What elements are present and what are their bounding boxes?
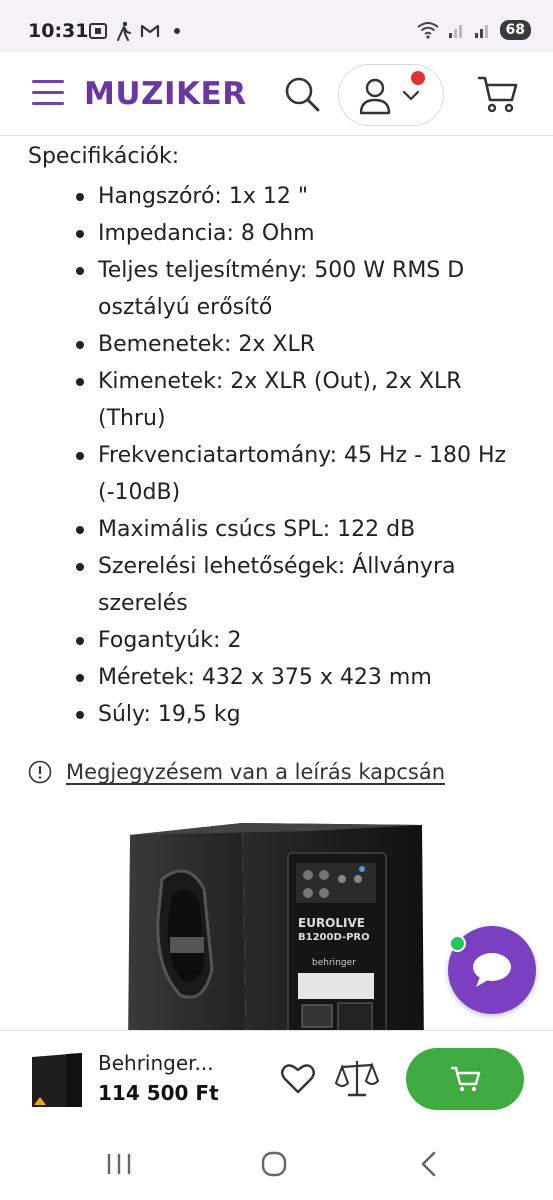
panel-model-text: EUROLIVE [298, 916, 365, 930]
specs-title: Specifikációk: [28, 144, 180, 169]
product-price: 114 500 Ft [98, 1081, 219, 1105]
app-header [0, 52, 553, 136]
back-icon[interactable] [418, 1150, 440, 1178]
system-navigation-bar [0, 1130, 553, 1200]
compare-button[interactable] [334, 1057, 380, 1099]
battery-indicator: 68 [500, 20, 531, 40]
spec-item: Impedancia: 8 Ohm [76, 215, 516, 252]
notification-dot [411, 71, 425, 85]
scales-icon [334, 1057, 380, 1099]
status-icons-right [416, 20, 531, 40]
specs-list [76, 178, 516, 733]
search-icon [282, 74, 322, 114]
product-image[interactable] [126, 819, 426, 1030]
spec-item: Szerelési lehetőségek: Állványra szerelés [76, 548, 516, 622]
spec-item: Kimenetek: 2x XLR (Out), 2x XLR (Thru) [76, 363, 516, 437]
status-time: 10:31 [28, 20, 89, 42]
sticky-product-bar [0, 1030, 553, 1130]
account-button[interactable] [338, 64, 444, 126]
chat-bubble-icon [470, 950, 514, 990]
status-more-dot [174, 28, 180, 34]
panel-brand-text: behringer [312, 958, 356, 968]
home-icon[interactable] [260, 1150, 288, 1178]
info-alert-icon [28, 760, 52, 784]
spec-item: Bemenetek: 2x XLR [76, 326, 516, 363]
description-feedback[interactable] [28, 760, 445, 784]
walking-icon [116, 21, 132, 41]
chat-online-indicator [449, 935, 466, 952]
user-icon [357, 77, 393, 115]
spec-item: Teljes teljesítmény: 500 W RMS D osztályú erősítő [76, 252, 516, 326]
signal-icon [474, 21, 492, 39]
cart-button[interactable] [476, 74, 520, 114]
search-button[interactable] [282, 74, 322, 114]
muziker-logo[interactable]: MUZIKER [84, 76, 247, 112]
panel-model-text: B1200D-PRO [298, 932, 370, 943]
menu-line [32, 80, 64, 83]
heart-icon [280, 1061, 316, 1095]
cart-icon [476, 74, 520, 114]
wishlist-button[interactable] [280, 1061, 316, 1095]
spec-item: Maximális csúcs SPL: 122 dB [76, 511, 516, 548]
add-to-cart-button[interactable] [406, 1048, 524, 1110]
gmail-icon [140, 23, 160, 39]
spec-item: Súly: 19,5 kg [76, 696, 516, 733]
cart-icon [450, 1065, 482, 1093]
menu-line [32, 102, 64, 105]
spec-item: Fogantyúk: 2 [76, 622, 516, 659]
menu-button[interactable] [32, 80, 64, 106]
chevron-down-icon [401, 89, 421, 103]
spec-item: Méretek: 432 x 375 x 423 mm [76, 659, 516, 696]
product-thumbnail[interactable] [30, 1051, 84, 1109]
screenshot-icon [88, 22, 108, 40]
menu-line [32, 91, 64, 94]
wifi-icon [416, 21, 440, 39]
status-bar [0, 0, 553, 52]
product-description [0, 136, 553, 1030]
spec-item: Frekvenciatartomány: 45 Hz - 180 Hz (-10dB) [76, 437, 516, 511]
signal-icon [448, 21, 466, 39]
recent-apps-icon[interactable] [106, 1150, 132, 1178]
status-icons-left [88, 20, 180, 42]
feedback-link[interactable]: Megjegyzésem van a leírás kapcsán [66, 760, 446, 784]
product-name: Behringer... [98, 1051, 214, 1075]
spec-item: Hangszóró: 1x 12 " [76, 178, 516, 215]
